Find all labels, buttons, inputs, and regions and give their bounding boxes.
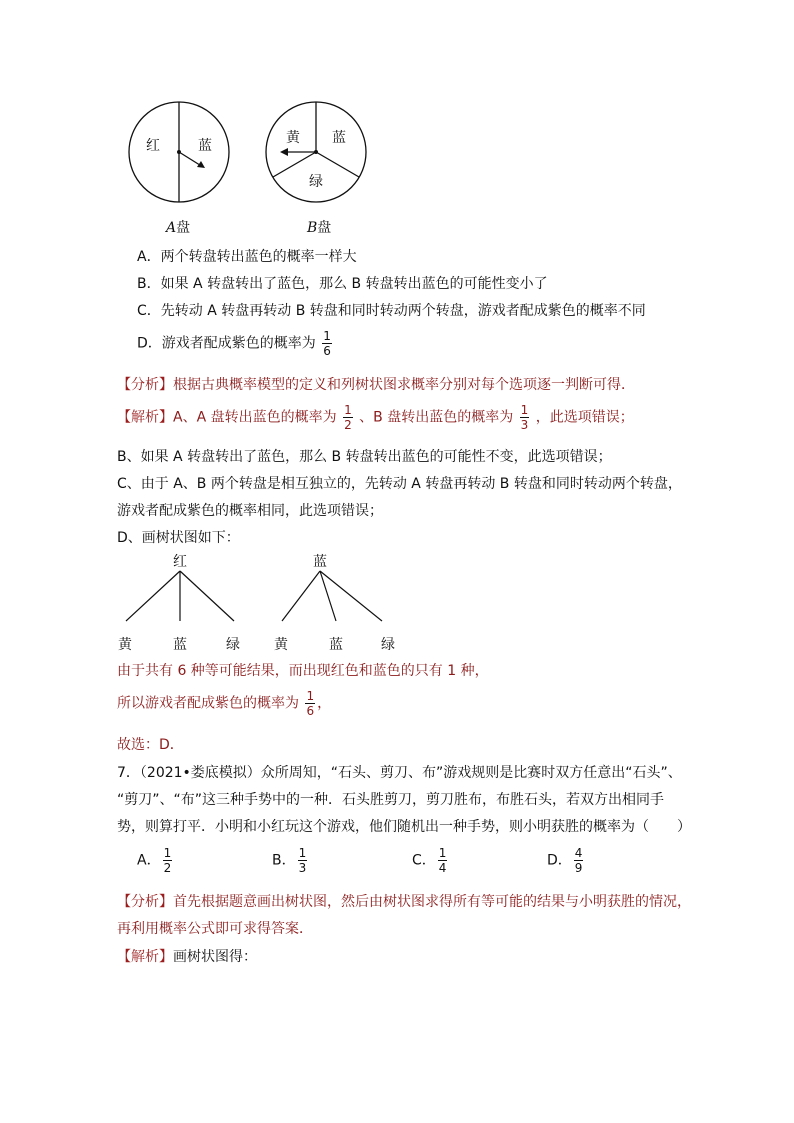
- tree-root-blue: 蓝: [313, 554, 327, 570]
- spinner-a-label-red: 红: [146, 138, 160, 154]
- tree-leaf: 黄: [274, 637, 288, 653]
- tree-leaf: 绿: [226, 637, 240, 653]
- q6-solution-line5: D、画树状图如下：: [117, 530, 240, 546]
- q7-option-a: A． $\frac{1}{2}$: [137, 846, 172, 875]
- spinner-b-label-blue: 蓝: [332, 130, 346, 146]
- spinner-a-caption: A盘: [166, 220, 191, 236]
- tree-diagram-1: [118, 565, 418, 625]
- q6-answer: 故选：D．: [117, 737, 184, 753]
- q7-analysis-line1: 【分析】首先根据题意画出树状图，然后由树状图求得所有等可能的结果与小明获胜的情况，: [117, 894, 691, 910]
- q7-option-d: D． $\frac{4}{9}$: [547, 846, 583, 875]
- q6-option-a: A．两个转盘转出蓝色的概率一样大: [137, 249, 357, 265]
- tree-leaf: 黄: [118, 637, 132, 653]
- q6-conclusion-line1: 由于共有 6 种等可能结果，而出现红色和蓝色的只有 1 种，: [117, 663, 489, 679]
- tree-leaf: 蓝: [173, 637, 187, 653]
- q6-option-d: D．游戏者配成紫色的概率为 $\frac{1}{6}$: [137, 329, 331, 358]
- q7-option-b: B． $\frac{1}{3}$: [272, 846, 307, 875]
- q6-solution-line2: B、如果 A 转盘转出了蓝色，那么 B 转盘转出蓝色的可能性不变，此选项错误；: [117, 449, 612, 465]
- q7-analysis-line2: 再利用概率公式即可求得答案．: [117, 921, 313, 937]
- q7-stem-line1: 7．（2021•娄底模拟）众所周知，“石头、剪刀、布”游戏规则是比赛时双方任意出“石头”、: [117, 765, 682, 781]
- q7-solution: 【解析】画树状图得：: [117, 949, 257, 965]
- q6-analysis: 【分析】根据古典概率模型的定义和列树状图求概率分别对每个选项逐一判断可得．: [117, 377, 635, 393]
- spinner-b-label-green: 绿: [309, 174, 323, 190]
- tree-root-red: 红: [173, 554, 187, 570]
- spinner-a: [129, 102, 229, 202]
- q7-stem-line2: “剪刀”、“布”这三种手势中的一种．石头胜剪刀，剪刀胜布，布胜石头，若双方出相同手: [117, 792, 665, 808]
- q6-conclusion-line2: 所以游戏者配成紫色的概率为 $\frac{1}{6}$ ，: [117, 689, 332, 718]
- q6-option-b: B．如果 A 转盘转出了蓝色，那么 B 转盘转出蓝色的可能性变小了: [137, 276, 548, 292]
- q7-option-c: C． $\frac{1}{4}$: [412, 846, 447, 875]
- spinner-b-caption: B盘: [307, 220, 332, 236]
- spinner-figures: [120, 95, 380, 240]
- spinner-a-label-blue: 蓝: [198, 138, 212, 154]
- tree-leaf: 蓝: [329, 637, 343, 653]
- q6-solution-line1: 【解析】A、A 盘转出蓝色的概率为 $\frac{1}{2}$ 、B 盘转出蓝色的概率为 $\frac{1}{3}$ ，此选项错误；: [117, 403, 634, 432]
- spinner-b-label-yellow: 黄: [286, 130, 300, 146]
- tree-leaf: 绿: [381, 637, 395, 653]
- q6-solution-line4: 游戏者配成紫色的概率相同，此选项错误；: [117, 503, 383, 519]
- q6-option-c: C．先转动 A 转盘再转动 B 转盘和同时转动两个转盘，游戏者配成紫色的概率不同: [137, 303, 646, 319]
- q7-stem-line3: 势，则算打平．小明和小红玩这个游戏，他们随机出一种手势，则小明获胜的概率为（ ）: [117, 819, 691, 835]
- q6-solution-line3: C、由于 A、B 两个转盘是相互独立的，先转动 A 转盘再转动 B 转盘和同时转动两个转盘，: [117, 476, 682, 492]
